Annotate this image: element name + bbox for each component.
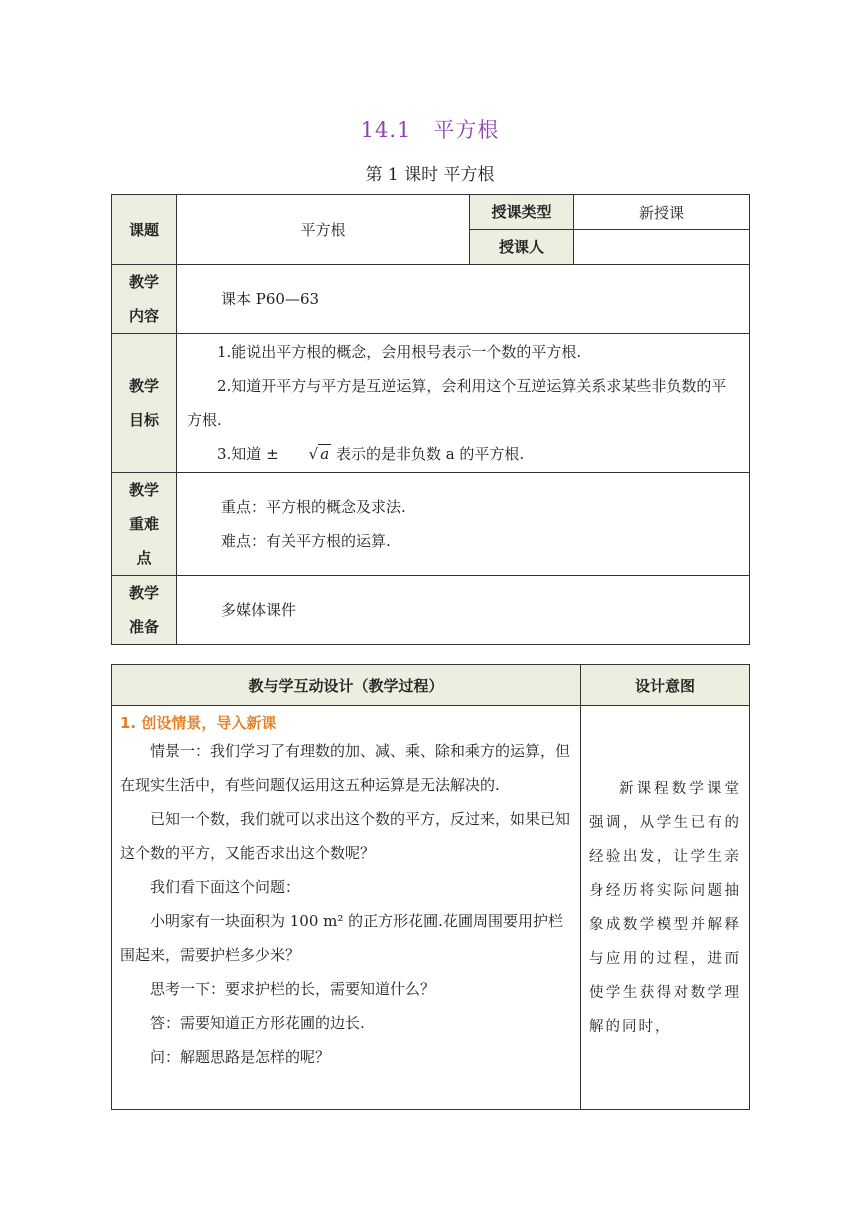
paragraph: 问：解题思路是怎样的呢？ xyxy=(150,1048,331,1066)
paragraph: 已知一个数，我们就可以求出这个数的平方，反过来，如果已知这个数的平方，又能否求出这个数呢？ xyxy=(120,810,571,862)
goals-value xyxy=(177,334,750,473)
lesson-subtitle: 第 1 课时 平方根 xyxy=(365,165,495,185)
goals-label xyxy=(112,334,177,473)
paragraph: 答：需要知道正方形花圃的边长. xyxy=(150,1014,365,1032)
process-header: 教与学互动设计（教学过程） xyxy=(112,665,581,706)
difficult-point: 难点：有关平方根的运算. xyxy=(221,532,391,550)
goal-3-prefix: 3.知道 ± xyxy=(217,445,279,463)
design-intent xyxy=(581,706,750,1110)
goal-3-suffix: 表示的是非负数 a 的平方根. xyxy=(331,445,525,463)
key-label-line-1: 教学 xyxy=(128,481,159,499)
teaching-process-table xyxy=(111,664,750,1110)
page-title: 14.1 平方根 xyxy=(360,118,500,142)
prep-label-line-2: 准备 xyxy=(128,618,159,636)
paragraph: 情景一：我们学习了有理数的加、减、乘、除和乘方的运算，但在现实生活中，有些问题仅运用这五种运算是无法解决的. xyxy=(120,742,571,794)
lesson-info-table xyxy=(111,194,750,645)
content-label xyxy=(112,265,177,334)
prep-label-line-1: 教学 xyxy=(128,584,159,602)
goal-2: 2.知道开平方与平方是互逆运算，会利用这个互逆运算关系求某些非负数的平方根. xyxy=(187,377,727,429)
prep-value: 多媒体课件 xyxy=(177,576,750,645)
section-title: 1. 创设情景，导入新课 xyxy=(120,714,277,732)
teacher-label: 授课人 xyxy=(470,230,574,265)
paragraph: 小明家有一块面积为 100 m² 的正方形花圃.花圃周围要用护栏围起来，需要护栏多少米？ xyxy=(120,912,563,964)
topic-value: 平方根 xyxy=(177,195,470,265)
key-point: 重点：平方根的概念及求法. xyxy=(221,498,406,516)
key-points-value xyxy=(177,473,750,576)
key-label-line-3: 点 xyxy=(136,549,152,567)
prep-label xyxy=(112,576,177,645)
radicand: a xyxy=(320,445,330,463)
goals-label-line-1: 教学 xyxy=(128,377,159,395)
key-label-line-2: 重难 xyxy=(128,515,159,533)
content-value: 课本 P60—63 xyxy=(177,265,750,334)
paragraph: 我们看下面这个问题： xyxy=(150,878,301,896)
goals-label-line-2: 目标 xyxy=(128,411,159,429)
content-label-line-2: 内容 xyxy=(128,307,159,325)
process-content xyxy=(112,706,581,1110)
intent-header: 设计意图 xyxy=(581,665,750,706)
paragraph: 思考一下：要求护栏的长，需要知道什么？ xyxy=(150,980,436,998)
lesson-type-value: 新授课 xyxy=(574,195,750,230)
intent-text: 新课程数学课堂强调，从学生已有的经验出发，让学生亲身经历将实际问题抽象成数学模型并解释与应用的过程，进而使学生获得对数学理解的同时， xyxy=(589,780,741,1035)
goal-1: 1.能说出平方根的概念，会用根号表示一个数的平方根. xyxy=(217,343,582,361)
goal-3 xyxy=(187,437,739,471)
topic-label: 课题 xyxy=(112,195,177,265)
teacher-value xyxy=(574,230,750,265)
key-points-label xyxy=(112,473,177,576)
lesson-type-label: 授课类型 xyxy=(470,195,574,230)
content-label-line-1: 教学 xyxy=(128,273,159,291)
square-root-symbol: √ a xyxy=(308,445,330,463)
